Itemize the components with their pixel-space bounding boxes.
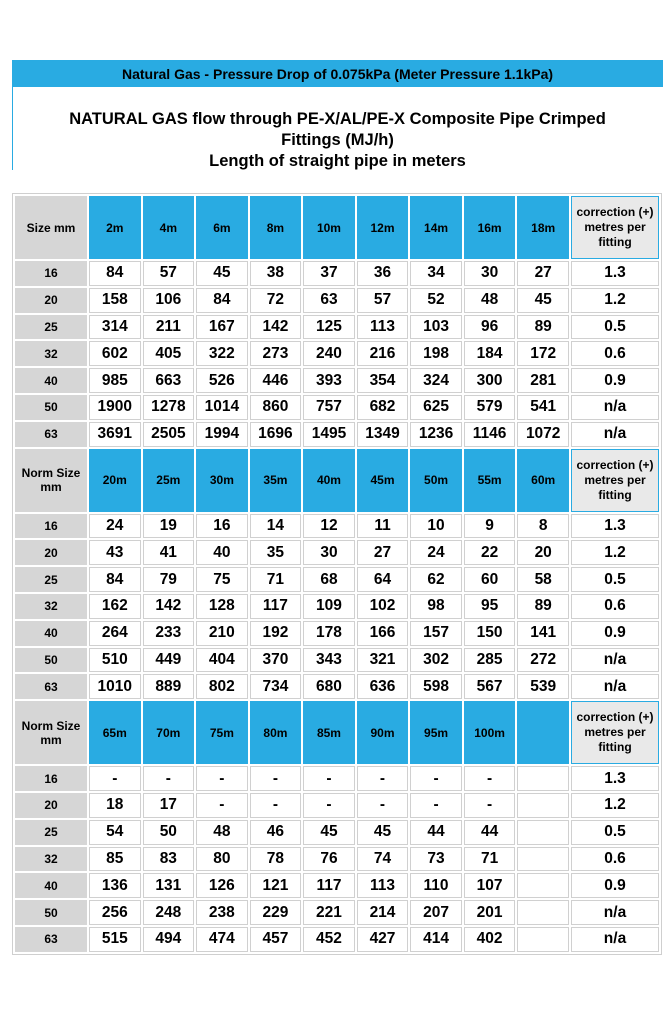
flow-value-cell: 264 (89, 621, 141, 646)
flow-value-cell: 102 (357, 594, 409, 619)
flow-value-cell: 343 (303, 648, 355, 673)
flow-value-cell: 1010 (89, 674, 141, 699)
flow-value-cell: 44 (464, 820, 516, 845)
pipe-size-cell: 20 (15, 793, 87, 818)
flow-value-cell: 14 (250, 514, 302, 539)
flow-value-cell: 802 (196, 674, 248, 699)
flow-value-cell: 427 (357, 927, 409, 952)
flow-value-cell: 98 (410, 594, 462, 619)
flow-value-cell: 46 (250, 820, 302, 845)
title-line-2: Fittings (MJ/h) (281, 131, 394, 149)
length-header-cell: 35m (250, 449, 302, 512)
flow-value-cell: 541 (517, 395, 569, 420)
length-header-cell: 95m (410, 701, 462, 764)
section-header-row (15, 701, 659, 764)
flow-value-cell: 89 (517, 594, 569, 619)
correction-header-cell: correction (+) metres per fitting (571, 701, 659, 764)
flow-value-cell: 95 (464, 594, 516, 619)
length-header-cell: 12m (357, 196, 409, 259)
flow-value-cell: 136 (89, 873, 141, 898)
correction-value-cell: n/a (571, 927, 659, 952)
pipe-size-cell: 16 (15, 514, 87, 539)
flow-value-cell: 240 (303, 341, 355, 366)
flow-value-cell: 142 (250, 315, 302, 340)
pipe-size-cell: 16 (15, 766, 87, 791)
flow-value-cell: 1146 (464, 422, 516, 447)
flow-value-cell: 221 (303, 900, 355, 925)
flow-value-cell: 184 (464, 341, 516, 366)
flow-value-cell: 45 (357, 820, 409, 845)
length-header-cell: 70m (143, 701, 195, 764)
flow-value-cell: 201 (464, 900, 516, 925)
flow-value-cell: 113 (357, 873, 409, 898)
length-header-cell: 16m (464, 196, 516, 259)
flow-value-cell: 22 (464, 540, 516, 565)
flow-value-cell: - (250, 793, 302, 818)
table-row (15, 793, 659, 818)
flow-value-cell: 515 (89, 927, 141, 952)
flow-value-cell: 602 (89, 341, 141, 366)
correction-value-cell: 1.2 (571, 793, 659, 818)
flow-value-cell: 314 (89, 315, 141, 340)
size-column-header: Norm Size mm (15, 449, 87, 512)
table-row (15, 395, 659, 420)
table-row (15, 594, 659, 619)
flow-value-cell: - (303, 766, 355, 791)
flow-value-cell: 1072 (517, 422, 569, 447)
pipe-size-cell: 32 (15, 341, 87, 366)
length-header-cell: 6m (196, 196, 248, 259)
flow-value-cell: 663 (143, 368, 195, 393)
flow-value-cell: 17 (143, 793, 195, 818)
flow-value-cell: 48 (196, 820, 248, 845)
correction-value-cell: n/a (571, 422, 659, 447)
table-row (15, 873, 659, 898)
correction-value-cell: 0.6 (571, 847, 659, 872)
flow-value-cell: - (464, 793, 516, 818)
correction-value-cell: 1.3 (571, 261, 659, 286)
flow-value-cell: 178 (303, 621, 355, 646)
flow-value-cell: 285 (464, 648, 516, 673)
flow-value-cell: 474 (196, 927, 248, 952)
flow-value-cell: 45 (196, 261, 248, 286)
length-header-cell: 100m (464, 701, 516, 764)
length-header-cell: 65m (89, 701, 141, 764)
flow-value-cell: 625 (410, 395, 462, 420)
flow-value-cell: 84 (196, 288, 248, 313)
flow-value-cell: - (410, 793, 462, 818)
flow-value-cell: 370 (250, 648, 302, 673)
flow-value-cell: 12 (303, 514, 355, 539)
flow-value-cell: 110 (410, 873, 462, 898)
flow-value-cell: - (250, 766, 302, 791)
flow-value-cell: 45 (517, 288, 569, 313)
flow-value-cell: 109 (303, 594, 355, 619)
flow-value-cell: 52 (410, 288, 462, 313)
length-header-cell: 25m (143, 449, 195, 512)
flow-value-cell: - (357, 766, 409, 791)
correction-value-cell: 0.9 (571, 368, 659, 393)
flow-value-cell: 10 (410, 514, 462, 539)
flow-value-cell: 45 (303, 820, 355, 845)
correction-header-cell: correction (+) metres per fitting (571, 196, 659, 259)
flow-value-cell: 1696 (250, 422, 302, 447)
length-header-cell: 60m (517, 449, 569, 512)
flow-value-cell (517, 766, 569, 791)
flow-value-cell: 8 (517, 514, 569, 539)
flow-value-cell: 64 (357, 567, 409, 592)
flow-value-cell: 57 (357, 288, 409, 313)
flow-value-cell: 1349 (357, 422, 409, 447)
flow-value-cell: 404 (196, 648, 248, 673)
gas-flow-table (12, 193, 662, 955)
correction-value-cell: 0.6 (571, 341, 659, 366)
flow-value-cell: - (196, 766, 248, 791)
pipe-size-cell: 63 (15, 927, 87, 952)
flow-value-cell: 107 (464, 873, 516, 898)
flow-value-cell: 54 (89, 820, 141, 845)
flow-value-cell: 24 (89, 514, 141, 539)
flow-value-cell: 192 (250, 621, 302, 646)
correction-value-cell: 0.5 (571, 315, 659, 340)
flow-value-cell: 734 (250, 674, 302, 699)
flow-value-cell: - (303, 793, 355, 818)
size-column-header: Size mm (15, 196, 87, 259)
length-header-cell: 4m (143, 196, 195, 259)
flow-value-cell: 172 (517, 341, 569, 366)
correction-value-cell: 1.3 (571, 766, 659, 791)
flow-value-cell: 38 (250, 261, 302, 286)
table-row (15, 315, 659, 340)
length-header-cell: 10m (303, 196, 355, 259)
length-header-cell: 45m (357, 449, 409, 512)
flow-value-cell: 414 (410, 927, 462, 952)
correction-header-cell: correction (+) metres per fitting (571, 449, 659, 512)
flow-value-cell: 128 (196, 594, 248, 619)
title-line-3: Length of straight pipe in meters (209, 152, 466, 170)
flow-value-cell: - (196, 793, 248, 818)
table-row (15, 540, 659, 565)
flow-value-cell: 79 (143, 567, 195, 592)
flow-value-cell: 85 (89, 847, 141, 872)
pipe-size-cell: 63 (15, 422, 87, 447)
pipe-size-cell: 40 (15, 368, 87, 393)
flow-value-cell: 1278 (143, 395, 195, 420)
pipe-size-cell: 16 (15, 261, 87, 286)
correction-value-cell: 0.9 (571, 873, 659, 898)
flow-value-cell: 63 (303, 288, 355, 313)
flow-value-cell: 36 (357, 261, 409, 286)
flow-value-cell: 68 (303, 567, 355, 592)
flow-value-cell: 860 (250, 395, 302, 420)
flow-value-cell: 48 (464, 288, 516, 313)
flow-value-cell: 126 (196, 873, 248, 898)
flow-value-cell: 1994 (196, 422, 248, 447)
flow-value-cell: 229 (250, 900, 302, 925)
empty-header-cell (517, 701, 569, 764)
flow-value-cell: 84 (89, 261, 141, 286)
flow-value-cell: 113 (357, 315, 409, 340)
pipe-size-cell: 32 (15, 594, 87, 619)
flow-value-cell: 210 (196, 621, 248, 646)
flow-value-cell: 84 (89, 567, 141, 592)
length-header-cell: 50m (410, 449, 462, 512)
pipe-size-cell: 40 (15, 873, 87, 898)
flow-value-cell: 74 (357, 847, 409, 872)
flow-value-cell: 526 (196, 368, 248, 393)
flow-value-cell: 324 (410, 368, 462, 393)
correction-value-cell: n/a (571, 674, 659, 699)
flow-value-cell: 30 (464, 261, 516, 286)
flow-value-cell: 166 (357, 621, 409, 646)
flow-value-cell: 207 (410, 900, 462, 925)
length-header-cell: 18m (517, 196, 569, 259)
title-line-1: NATURAL GAS flow through PE-X/AL/PE-X Composite Pipe Crimped (69, 110, 606, 128)
table-row (15, 368, 659, 393)
table-row (15, 567, 659, 592)
flow-value-cell: 1495 (303, 422, 355, 447)
flow-value-cell (517, 900, 569, 925)
flow-value-cell: 37 (303, 261, 355, 286)
correction-value-cell: 1.2 (571, 540, 659, 565)
flow-value-cell: 71 (464, 847, 516, 872)
flow-value-cell: - (464, 766, 516, 791)
table-row (15, 341, 659, 366)
flow-value-cell: 157 (410, 621, 462, 646)
flow-value-cell: 57 (143, 261, 195, 286)
flow-value-cell: 125 (303, 315, 355, 340)
length-header-cell: 55m (464, 449, 516, 512)
flow-value-cell: 34 (410, 261, 462, 286)
flow-value-cell: 452 (303, 927, 355, 952)
flow-value-cell: 682 (357, 395, 409, 420)
flow-value-cell: 19 (143, 514, 195, 539)
pipe-size-cell: 50 (15, 395, 87, 420)
flow-value-cell: 20 (517, 540, 569, 565)
correction-value-cell: 1.3 (571, 514, 659, 539)
table-row (15, 648, 659, 673)
flow-value-cell: 167 (196, 315, 248, 340)
flow-value-cell: 75 (196, 567, 248, 592)
flow-value-cell (517, 820, 569, 845)
flow-value-cell: 80 (196, 847, 248, 872)
pipe-size-cell: 20 (15, 288, 87, 313)
pressure-drop-banner: Natural Gas - Pressure Drop of 0.075kPa (Meter Pressure 1.1kPa) (12, 60, 663, 87)
correction-value-cell: n/a (571, 900, 659, 925)
table-row (15, 621, 659, 646)
flow-value-cell: 1236 (410, 422, 462, 447)
flow-value-cell: 238 (196, 900, 248, 925)
length-header-cell: 80m (250, 701, 302, 764)
table-row (15, 261, 659, 286)
correction-value-cell: 0.5 (571, 567, 659, 592)
flow-value-cell: 3691 (89, 422, 141, 447)
pipe-size-cell: 63 (15, 674, 87, 699)
flow-value-cell: - (357, 793, 409, 818)
flow-value-cell: 1900 (89, 395, 141, 420)
flow-value-cell: 44 (410, 820, 462, 845)
flow-value-cell: 402 (464, 927, 516, 952)
correction-value-cell: 1.2 (571, 288, 659, 313)
flow-value-cell: 62 (410, 567, 462, 592)
flow-value-cell: 141 (517, 621, 569, 646)
table-row (15, 288, 659, 313)
flow-value-cell: 30 (303, 540, 355, 565)
table-row (15, 514, 659, 539)
flow-value-cell: 322 (196, 341, 248, 366)
flow-value-cell: 40 (196, 540, 248, 565)
flow-value-cell (517, 927, 569, 952)
flow-value-cell: 11 (357, 514, 409, 539)
flow-value-cell: 302 (410, 648, 462, 673)
correction-value-cell: n/a (571, 395, 659, 420)
flow-value-cell: 18 (89, 793, 141, 818)
flow-value-cell: 2505 (143, 422, 195, 447)
flow-value-cell: 216 (357, 341, 409, 366)
length-header-cell: 40m (303, 449, 355, 512)
flow-value-cell: 510 (89, 648, 141, 673)
flow-value-cell: 73 (410, 847, 462, 872)
correction-value-cell: 0.5 (571, 820, 659, 845)
flow-value-cell: 233 (143, 621, 195, 646)
pipe-size-cell: 25 (15, 567, 87, 592)
flow-value-cell: 9 (464, 514, 516, 539)
flow-value-cell: 106 (143, 288, 195, 313)
flow-value-cell: 354 (357, 368, 409, 393)
flow-value-cell (517, 847, 569, 872)
flow-value-cell: 43 (89, 540, 141, 565)
flow-value-cell: - (410, 766, 462, 791)
flow-value-cell: 27 (357, 540, 409, 565)
flow-value-cell: 321 (357, 648, 409, 673)
flow-value-cell: 248 (143, 900, 195, 925)
table-row (15, 674, 659, 699)
table-title (12, 109, 663, 172)
flow-value-cell: 281 (517, 368, 569, 393)
flow-value-cell (517, 873, 569, 898)
section-header-row (15, 196, 659, 259)
flow-value-cell: 158 (89, 288, 141, 313)
flow-value-cell: 50 (143, 820, 195, 845)
table-row (15, 422, 659, 447)
correction-value-cell: 0.6 (571, 594, 659, 619)
flow-value-cell: 579 (464, 395, 516, 420)
flow-value-cell: 72 (250, 288, 302, 313)
flow-value-cell: 214 (357, 900, 409, 925)
flow-value-cell: 300 (464, 368, 516, 393)
length-header-cell: 85m (303, 701, 355, 764)
flow-value-cell: - (143, 766, 195, 791)
table-row (15, 766, 659, 791)
flow-value-cell: 162 (89, 594, 141, 619)
flow-value-cell: 83 (143, 847, 195, 872)
flow-value-cell: 117 (303, 873, 355, 898)
flow-value-cell: 121 (250, 873, 302, 898)
flow-value-cell: 78 (250, 847, 302, 872)
flow-value-cell: 680 (303, 674, 355, 699)
flow-value-cell: 211 (143, 315, 195, 340)
flow-value-cell: 539 (517, 674, 569, 699)
correction-value-cell: n/a (571, 648, 659, 673)
flow-value-cell: 272 (517, 648, 569, 673)
table-row (15, 900, 659, 925)
flow-value-cell: 103 (410, 315, 462, 340)
flow-value-cell: 256 (89, 900, 141, 925)
flow-value-cell (517, 793, 569, 818)
flow-value-cell: 598 (410, 674, 462, 699)
length-header-cell: 20m (89, 449, 141, 512)
length-header-cell: 2m (89, 196, 141, 259)
length-header-cell: 8m (250, 196, 302, 259)
flow-value-cell: 60 (464, 567, 516, 592)
flow-value-cell: 985 (89, 368, 141, 393)
flow-value-cell: - (89, 766, 141, 791)
flow-value-cell: 393 (303, 368, 355, 393)
pipe-size-cell: 25 (15, 315, 87, 340)
flow-value-cell: 35 (250, 540, 302, 565)
flow-value-cell: 131 (143, 873, 195, 898)
flow-value-cell: 27 (517, 261, 569, 286)
flow-value-cell: 757 (303, 395, 355, 420)
flow-value-cell: 1014 (196, 395, 248, 420)
length-header-cell: 14m (410, 196, 462, 259)
flow-value-cell: 41 (143, 540, 195, 565)
flow-value-cell: 96 (464, 315, 516, 340)
flow-value-cell: 150 (464, 621, 516, 646)
flow-value-cell: 273 (250, 341, 302, 366)
pipe-size-cell: 40 (15, 621, 87, 646)
flow-value-cell: 142 (143, 594, 195, 619)
flow-value-cell: 24 (410, 540, 462, 565)
correction-value-cell: 0.9 (571, 621, 659, 646)
flow-value-cell: 457 (250, 927, 302, 952)
size-column-header: Norm Size mm (15, 701, 87, 764)
pipe-size-cell: 50 (15, 900, 87, 925)
length-header-cell: 30m (196, 449, 248, 512)
pipe-size-cell: 20 (15, 540, 87, 565)
flow-value-cell: 449 (143, 648, 195, 673)
flow-value-cell: 636 (357, 674, 409, 699)
flow-value-cell: 89 (517, 315, 569, 340)
table-row (15, 820, 659, 845)
flow-value-cell: 16 (196, 514, 248, 539)
flow-value-cell: 76 (303, 847, 355, 872)
flow-value-cell: 494 (143, 927, 195, 952)
pipe-size-cell: 25 (15, 820, 87, 845)
flow-value-cell: 446 (250, 368, 302, 393)
flow-value-cell: 889 (143, 674, 195, 699)
table-row (15, 847, 659, 872)
flow-value-cell: 71 (250, 567, 302, 592)
table-row (15, 927, 659, 952)
length-header-cell: 90m (357, 701, 409, 764)
flow-value-cell: 567 (464, 674, 516, 699)
flow-value-cell: 405 (143, 341, 195, 366)
pipe-size-cell: 50 (15, 648, 87, 673)
pipe-size-cell: 32 (15, 847, 87, 872)
flow-value-cell: 117 (250, 594, 302, 619)
flow-value-cell: 198 (410, 341, 462, 366)
flow-value-cell: 58 (517, 567, 569, 592)
section-header-row (15, 449, 659, 512)
length-header-cell: 75m (196, 701, 248, 764)
